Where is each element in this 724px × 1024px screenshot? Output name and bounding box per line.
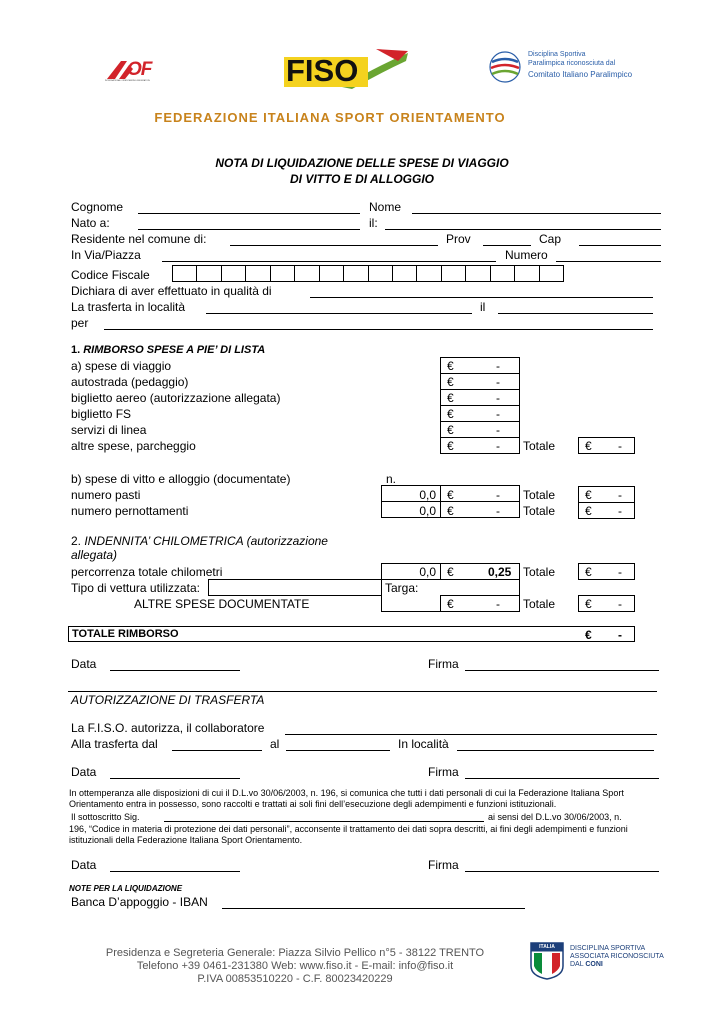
document-title-line-1: NOTA DI LIQUIDAZIONE DELLE SPESE DI VIAGGIO — [215, 156, 509, 170]
trasferta-dal-label: Alla trasferta dal — [71, 737, 158, 751]
totale-rimborso-value: - — [618, 628, 622, 642]
prov-field[interactable] — [483, 245, 531, 246]
via-field[interactable] — [162, 261, 496, 262]
section-1-totale-label: Totale — [523, 439, 556, 453]
coni-line-3: DAL CONI — [570, 961, 603, 968]
altre-spese-currency: € — [447, 597, 454, 611]
codice-fiscale-label: Codice Fiscale — [71, 268, 150, 282]
row-altre-spese-currency: € — [447, 439, 454, 453]
row-altre-spese-label: altre spese, parcheggio — [71, 439, 196, 453]
numero-field[interactable] — [556, 261, 661, 262]
cip-line-3: Comitato Italiano Paralimpico — [528, 70, 633, 79]
il-label: il: — [369, 216, 378, 230]
row-altre-spese-value[interactable]: - — [496, 439, 500, 453]
trasferta-label: La trasferta in località — [71, 300, 186, 314]
vitto-alloggio-label: b) spese di vitto e alloggio (documentate) — [71, 472, 291, 486]
trasferta-al-label: al — [270, 737, 280, 751]
altre-spese-totale-currency: € — [585, 597, 592, 611]
data-field[interactable] — [110, 670, 240, 671]
cip-logo-globe-icon — [488, 50, 522, 84]
footer-contacts: Telefono +39 0461-231380 Web: www.fiso.it - E-mail: info@fiso.it — [136, 960, 454, 972]
cognome-field[interactable] — [138, 213, 360, 214]
cip-line-1: Disciplina Sportiva — [528, 51, 586, 58]
row-biglietto-aereo-label: biglietto aereo (autorizzazione allegata) — [71, 391, 281, 405]
privacy-paragraph-2: 196, “Codice in materia di protezione dei dati personali”, acconsente il trattamento dei dati sopra descritti, ai fini degli adempimenti e funzioni istituzionali della Federazione Italiana Sport Orientamento. — [69, 824, 628, 845]
il-field[interactable] — [385, 229, 661, 230]
row-biglietto-aereo-value[interactable]: - — [496, 391, 500, 405]
altre-spese-totale-label: Totale — [523, 597, 556, 611]
row-servizi-linea-value[interactable]: - — [496, 423, 500, 437]
privacy-data-field[interactable] — [110, 871, 240, 872]
autorizzazione-divider — [68, 691, 657, 692]
collaboratore-field[interactable] — [285, 734, 657, 735]
row-servizi-linea-label: servizi di linea — [71, 423, 147, 437]
cip-logo — [488, 50, 648, 84]
iof-logo-subtext: INTERNATIONAL ORIENTEERING FEDERATION — [105, 80, 150, 82]
per-label: per — [71, 316, 89, 330]
fiso-logo — [280, 47, 412, 89]
targa-label: Targa: — [385, 581, 419, 595]
numero-pernottamenti-totale-label: Totale — [523, 504, 556, 518]
banca-iban-field[interactable] — [222, 908, 525, 909]
privacy-data-label: Data — [71, 858, 97, 872]
document-title-line-2: DI VITTO E DI ALLOGGIO — [289, 172, 434, 186]
row-servizi-linea-currency: € — [447, 423, 454, 437]
iof-logo — [105, 55, 165, 85]
row-spese-viaggio-label: a) spese di viaggio — [71, 359, 172, 373]
altre-spese-totale-value: - — [618, 597, 622, 611]
cip-line-2: Paralimpica riconosciuta dal — [528, 60, 616, 67]
km-rate: 0,25 — [488, 565, 512, 579]
vitto-alloggio-n-label: n. — [386, 472, 397, 486]
altre-spese-value[interactable]: - — [496, 597, 500, 611]
altre-spese-documentate-label: ALTRE SPESE DOCUMENTATE — [134, 597, 310, 611]
trasferta-localita-field[interactable] — [206, 313, 472, 314]
nato-field[interactable] — [138, 229, 360, 230]
coni-line-1: DISCIPLINA SPORTIVA — [570, 945, 646, 952]
iof-logo-text: OF — [127, 59, 152, 80]
numero-pasti-label: numero pasti — [71, 488, 141, 502]
numero-pasti-currency: € — [447, 488, 454, 502]
km-totale-value: - — [618, 565, 622, 579]
row-spese-viaggio-currency: € — [447, 359, 454, 373]
banca-iban-label: Banca D’appoggio - IBAN — [71, 895, 208, 909]
prov-label: Prov — [446, 232, 471, 246]
per-field[interactable] — [104, 329, 653, 330]
numero-pasti-totale-label: Totale — [523, 488, 556, 502]
nome-field[interactable] — [412, 213, 661, 214]
row-biglietto-aereo-currency: € — [447, 391, 454, 405]
numero-pasti-totale-currency: € — [585, 488, 592, 502]
row-biglietto-fs-currency: € — [447, 407, 454, 421]
row-autostrada-label: autostrada (pedaggio) — [71, 375, 189, 389]
row-biglietto-fs-label: biglietto FS — [71, 407, 132, 421]
totale-rimborso-label: TOTALE RIMBORSO — [72, 628, 179, 640]
vettura-field[interactable] — [208, 579, 382, 596]
km-currency: € — [447, 565, 454, 579]
firma-label: Firma — [428, 657, 459, 671]
section-2-title-cont: allegata) — [71, 548, 118, 562]
trasferta-il-label: il — [480, 300, 486, 314]
section-2-title: 2. INDENNITA’ CHILOMETRICA (autorizzazione — [71, 534, 328, 548]
localita-field[interactable] — [457, 750, 654, 751]
row-autostrada-value[interactable]: - — [496, 375, 500, 389]
numero-pernottamenti-label: numero pernottamenti — [71, 504, 189, 518]
coni-line-2: ASSOCIATA RICONOSCIUTA — [570, 953, 664, 960]
row-biglietto-fs-value[interactable]: - — [496, 407, 500, 421]
numero-pernottamenti-totale-value: - — [618, 504, 622, 518]
totale-rimborso-currency: € — [585, 628, 592, 642]
autorizzazione-title: AUTORIZZAZIONE DI TRASFERTA — [71, 693, 265, 707]
trasferta-data-field[interactable] — [498, 313, 653, 314]
autorizzazione-data-label: Data — [71, 765, 97, 779]
numero-label: Numero — [505, 248, 548, 262]
privacy-ai-sensi: ai sensi del D.L.vo 30/06/2003, n. — [488, 812, 622, 822]
row-spese-viaggio-value[interactable]: - — [496, 359, 500, 373]
trasferta-dal-field[interactable] — [172, 750, 262, 751]
autorizza-label: La F.I.S.O. autorizza, il collaboratore — [71, 721, 265, 735]
section-1-title: 1. RIMBORSO SPESE A PIE’ DI LISTA — [71, 344, 266, 356]
fiso-logo-text: FISO — [286, 53, 359, 88]
trasferta-al-field[interactable] — [286, 750, 390, 751]
cap-field[interactable] — [579, 245, 661, 246]
comune-field[interactable] — [230, 245, 438, 246]
nome-label: Nome — [369, 200, 402, 214]
data-label: Data — [71, 657, 97, 671]
privacy-firma-label: Firma — [428, 858, 459, 872]
localita-label: In località — [398, 737, 449, 751]
km-totale-currency: € — [585, 565, 592, 579]
italia-shield-label: ITALIA — [539, 944, 555, 950]
section-1-totale-currency: € — [585, 439, 592, 453]
firma-field[interactable] — [465, 670, 659, 671]
row-autostrada-currency: € — [447, 375, 454, 389]
cap-label: Cap — [539, 232, 562, 246]
section-1-totale-value: - — [618, 439, 622, 453]
numero-pernottamenti-value[interactable]: - — [496, 504, 500, 518]
nato-label: Nato a: — [71, 216, 110, 230]
footer-address: Presidenza e Segreteria Generale: Piazza Silvio Pellico n°5 - 38122 TRENTO — [105, 947, 485, 959]
numero-pernottamenti-totale-currency: € — [585, 504, 592, 518]
numero-pernottamenti-currency: € — [447, 504, 454, 518]
codice-fiscale-field[interactable] — [172, 265, 564, 282]
qualita-field[interactable] — [310, 297, 653, 298]
residente-label: Residente nel comune di: — [71, 232, 207, 246]
numero-pasti-qty[interactable]: 0,0 — [419, 488, 436, 502]
footer-tax-ids: P.IVA 00853510220 - C.F. 80023420229 — [197, 973, 393, 985]
privacy-sottoscritto-label: Il sottoscritto Sig. — [71, 812, 140, 822]
numero-pernottamenti-qty[interactable]: 0,0 — [419, 504, 436, 518]
autorizzazione-firma-label: Firma — [428, 765, 459, 779]
km-label: percorrenza totale chilometri — [71, 565, 223, 579]
coni-logo — [530, 942, 670, 980]
privacy-sottoscritto-field[interactable] — [164, 821, 484, 822]
km-qty[interactable]: 0,0 — [419, 565, 436, 579]
autorizzazione-firma-field[interactable] — [465, 778, 659, 779]
numero-pasti-totale-value: - — [618, 488, 622, 502]
privacy-paragraph-1: In ottemperanza alle disposizioni di cui il D.L.vo 30/06/2003, n. 196, si comunica che tutti i dati personali di cui la Federazione Italiana Sport Orientamento entra in possesso, sono raccolti e trattati ai soli fini dell’esecuzione degli adempimenti e funzioni istituzionali. — [69, 788, 624, 809]
privacy-firma-field[interactable] — [465, 871, 659, 872]
federation-name: FEDERAZIONE ITALIANA SPORT ORIENTAMENTO — [154, 110, 506, 125]
cognome-label: Cognome — [71, 200, 124, 214]
km-totale-label: Totale — [523, 565, 556, 579]
via-label: In Via/Piazza — [71, 248, 141, 262]
numero-pasti-value[interactable]: - — [496, 488, 500, 502]
dichiara-label: Dichiara di aver effettuato in qualità di — [71, 284, 272, 298]
autorizzazione-data-field[interactable] — [110, 778, 240, 779]
vettura-label: Tipo di vettura utilizzata: — [71, 581, 200, 595]
note-liquidazione-title: NOTE PER LA LIQUIDAZIONE — [69, 884, 183, 893]
